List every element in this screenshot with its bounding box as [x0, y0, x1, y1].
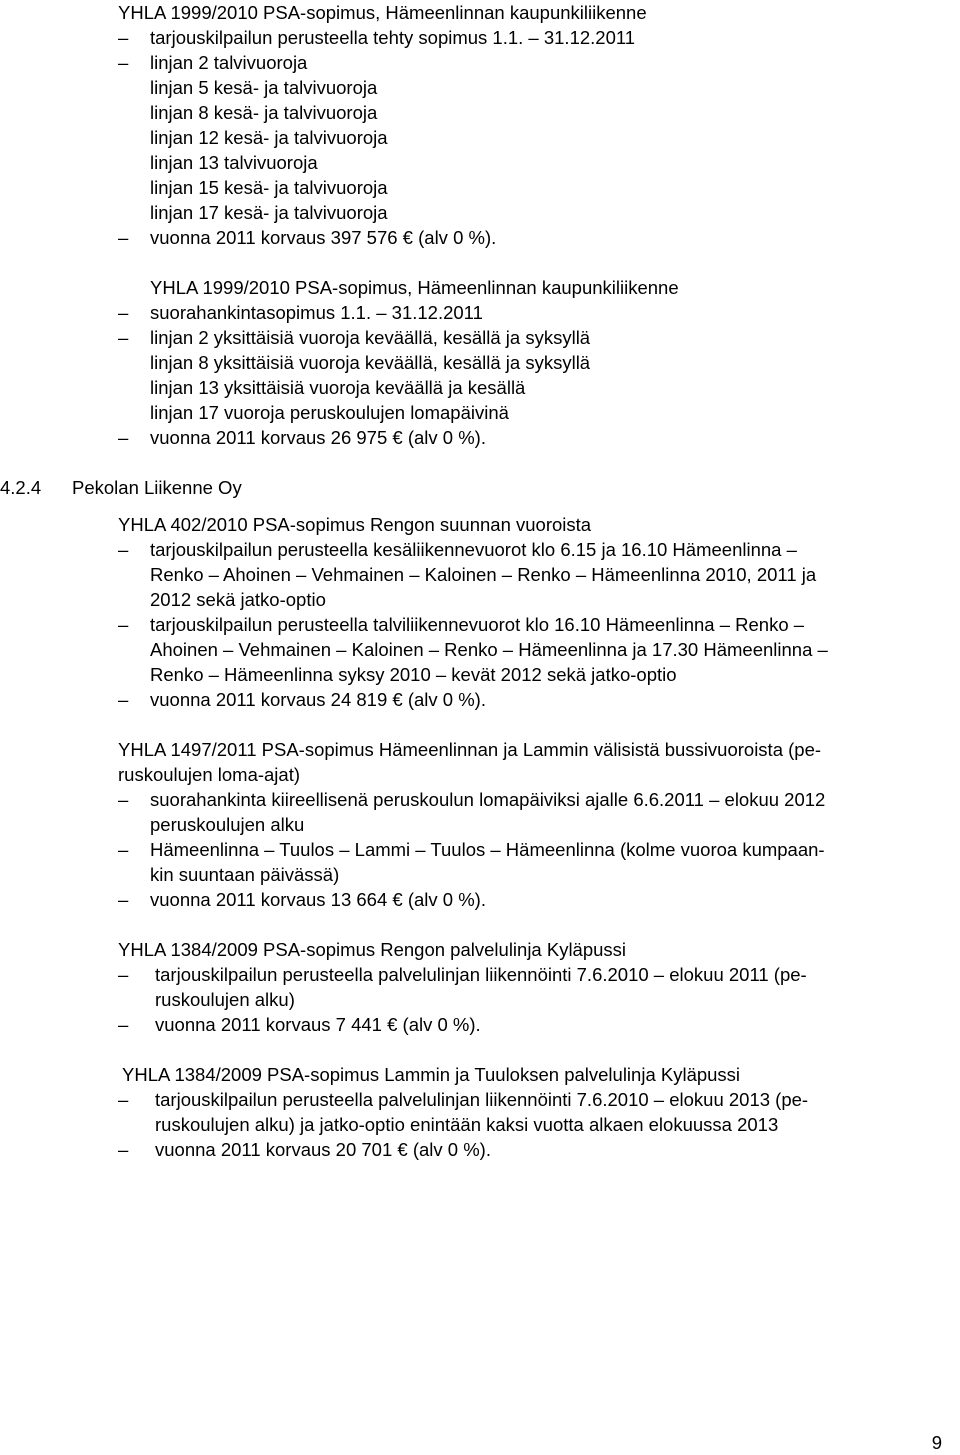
contract-line: linjan 13 yksittäisiä vuoroja keväällä ja kesällä	[150, 377, 526, 398]
contract-line: tarjouskilpailun perusteella palvelulinjan liikennöinti 7.6.2010 – elokuu 2011 (pe-	[155, 964, 807, 985]
compensation-line: vuonna 2011 korvaus 7 441 € (alv 0 %).	[155, 1014, 481, 1035]
dash-bullet: –	[118, 52, 129, 73]
dash-bullet: –	[118, 964, 129, 985]
contract-line: linjan 5 kesä- ja talvivuoroja	[150, 77, 378, 98]
dash-bullet: –	[118, 302, 129, 323]
compensation-line: vuonna 2011 korvaus 20 701 € (alv 0 %).	[155, 1139, 491, 1160]
contract-line: Renko – Ahoinen – Vehmainen – Kaloinen – Renko – Hämeenlinna 2010, 2011 ja	[150, 564, 817, 585]
contract-line: tarjouskilpailun perusteella tehty sopimus 1.1. – 31.12.2011	[150, 27, 636, 48]
contract-line: linjan 13 talvivuoroja	[150, 152, 318, 173]
contract-line: linjan 17 vuoroja peruskoulujen lomapäivinä	[150, 402, 509, 423]
dash-bullet: –	[118, 789, 129, 810]
dash-bullet: –	[118, 327, 129, 348]
compensation-line: vuonna 2011 korvaus 24 819 € (alv 0 %).	[150, 689, 486, 710]
contract-line: linjan 8 kesä- ja talvivuoroja	[150, 102, 378, 123]
contract-line: linjan 17 kesä- ja talvivuoroja	[150, 202, 388, 223]
contract-header: YHLA 1384/2009 PSA-sopimus Rengon palvelulinja Kyläpussi	[118, 939, 627, 960]
page-number: 9	[931, 1432, 942, 1453]
dash-bullet: –	[118, 227, 129, 248]
contract-line: peruskoulujen alku	[150, 814, 305, 835]
contract-header: YHLA 402/2010 PSA-sopimus Rengon suunnan vuoroista	[118, 514, 592, 535]
contract-line: linjan 15 kesä- ja talvivuoroja	[150, 177, 388, 198]
contract-line: Hämeenlinna – Tuulos – Lammi – Tuulos – Hämeenlinna (kolme vuoroa kumpaan-	[150, 839, 825, 860]
dash-bullet: –	[118, 839, 129, 860]
dash-bullet: –	[118, 1139, 129, 1160]
contract-line: suorahankinta kiireellisenä peruskoulun lomapäiviksi ajalle 6.6.2011 – elokuu 2012	[150, 789, 826, 810]
contract-line: linjan 2 talvivuoroja	[150, 52, 308, 73]
compensation-line: vuonna 2011 korvaus 26 975 € (alv 0 %).	[150, 427, 486, 448]
section-number: 4.2.4	[0, 477, 42, 498]
section-title: Pekolan Liikenne Oy	[72, 477, 242, 498]
dash-bullet: –	[118, 614, 129, 635]
contract-line: ruskoulujen alku) ja jatko-optio enintään kaksi vuotta alkaen elokuussa 2013	[155, 1114, 779, 1135]
contract-line: suorahankintasopimus 1.1. – 31.12.2011	[150, 302, 483, 323]
contract-header: YHLA 1497/2011 PSA-sopimus Hämeenlinnan ja Lammin välisistä bussivuoroista (pe-	[118, 739, 822, 760]
contract-line: 2012 sekä jatko-optio	[150, 589, 326, 610]
dash-bullet: –	[118, 889, 129, 910]
contract-header: YHLA 1999/2010 PSA-sopimus, Hämeenlinnan kaupunkiliikenne	[150, 277, 679, 298]
contract-line: Renko – Hämeenlinna syksy 2010 – kevät 2012 sekä jatko-optio	[150, 664, 677, 685]
dash-bullet: –	[118, 689, 129, 710]
contract-line: tarjouskilpailun perusteella kesäliikennevuorot klo 6.15 ja 16.10 Hämeenlinna –	[150, 539, 797, 560]
dash-bullet: –	[118, 27, 129, 48]
dash-bullet: –	[118, 1014, 129, 1035]
contract-header: ruskoulujen loma-ajat)	[118, 764, 301, 785]
contract-line: Ahoinen – Vehmainen – Kaloinen – Renko – Hämeenlinna ja 17.30 Hämeenlinna –	[150, 639, 828, 660]
contract-line: linjan 8 yksittäisiä vuoroja keväällä, kesällä ja syksyllä	[150, 352, 591, 373]
contract-line: linjan 12 kesä- ja talvivuoroja	[150, 127, 388, 148]
dash-bullet: –	[118, 539, 129, 560]
contract-header: YHLA 1999/2010 PSA-sopimus, Hämeenlinnan kaupunkiliikenne	[118, 2, 647, 23]
dash-bullet: –	[118, 1089, 129, 1110]
contract-line: tarjouskilpailun perusteella palvelulinjan liikennöinti 7.6.2010 – elokuu 2013 (pe-	[155, 1089, 809, 1110]
contract-line: kin suuntaan päivässä)	[150, 864, 340, 885]
compensation-line: vuonna 2011 korvaus 397 576 € (alv 0 %).	[150, 227, 497, 248]
dash-bullet: –	[118, 427, 129, 448]
compensation-line: vuonna 2011 korvaus 13 664 € (alv 0 %).	[150, 889, 486, 910]
contract-line: tarjouskilpailun perusteella talviliikennevuorot klo 16.10 Hämeenlinna – Renko –	[150, 614, 805, 635]
contract-header: YHLA 1384/2009 PSA-sopimus Lammin ja Tuuloksen palvelulinja Kyläpussi	[122, 1064, 741, 1085]
contract-line: linjan 2 yksittäisiä vuoroja keväällä, kesällä ja syksyllä	[150, 327, 591, 348]
contract-line: ruskoulujen alku)	[155, 989, 295, 1010]
